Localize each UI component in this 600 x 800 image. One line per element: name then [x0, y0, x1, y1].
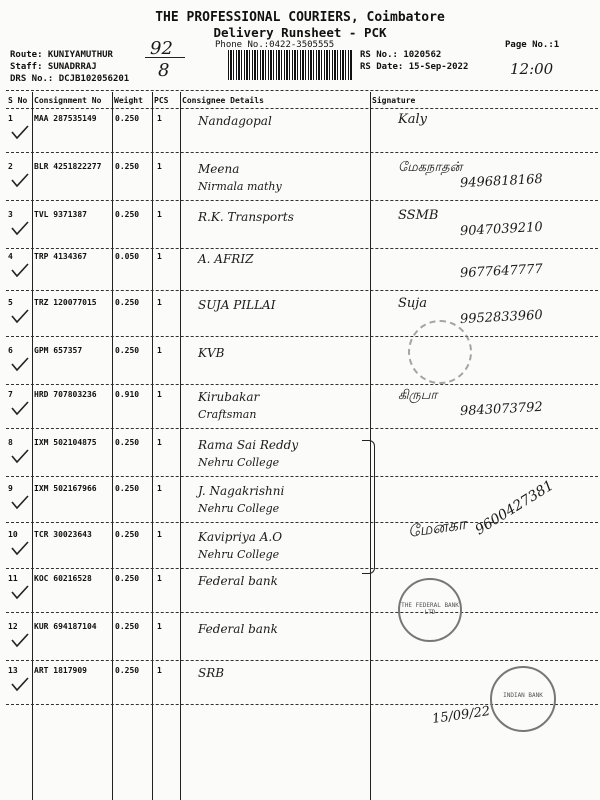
consignment-number: IXM 502167966 — [34, 484, 97, 493]
group-bracket — [362, 440, 375, 574]
check-mark-icon — [10, 494, 30, 510]
row-separator — [6, 200, 598, 201]
consignment-number: HRD 707803236 — [34, 390, 97, 399]
signature-text: Kaly — [398, 112, 427, 127]
weight-value: 0.250 — [115, 574, 140, 583]
consignee-name: A. AFRIZ — [198, 252, 254, 266]
weight-value: 0.250 — [115, 114, 140, 123]
col-signature: Signature — [372, 96, 416, 105]
col-sno: S No — [8, 96, 28, 105]
consignee-name: J. Nagakrishni — [198, 484, 285, 498]
staff-label: Staff: SUNADRRAJ — [10, 62, 97, 72]
consignment-number: MAA 287535149 — [34, 114, 97, 123]
drs-number: DRS No.: DCJB102056201 — [10, 74, 130, 84]
consignee-name: Federal bank — [198, 622, 278, 636]
consignee-detail: Nirmala mathy — [198, 180, 282, 193]
signature-text: Suja — [398, 296, 428, 311]
receiver-phone: 9496818168 — [459, 171, 544, 192]
pcs-value: 1 — [157, 390, 162, 399]
group-signature: மேனகா — [406, 514, 468, 541]
pcs-value: 1 — [157, 210, 162, 219]
receiver-phone: 9952833960 — [459, 307, 544, 328]
consignee-name: Kavipriya A.O — [198, 530, 283, 544]
weight-value: 0.250 — [115, 162, 140, 171]
consignment-number: IXM 502104875 — [34, 438, 97, 447]
weight-value: 0.250 — [115, 666, 140, 675]
consignment-number: ART 1817909 — [34, 666, 87, 675]
weight-value: 0.250 — [115, 484, 140, 493]
col-consignment: Consignment No — [34, 96, 102, 105]
table-row — [0, 248, 600, 292]
check-mark-icon — [10, 448, 30, 464]
table-row — [0, 526, 600, 570]
table-row — [0, 386, 600, 430]
check-mark-icon — [10, 356, 30, 372]
pcs-value: 1 — [157, 622, 162, 631]
consignee-name: Rama Sai Reddy — [198, 438, 299, 452]
table-row — [0, 570, 600, 614]
row-sno: 6 — [8, 346, 13, 355]
consignment-number: TCR 30023643 — [34, 530, 92, 539]
group-phone: 9600427381 — [472, 477, 557, 539]
federal-bank-stamp — [398, 578, 462, 642]
rs-number: RS No.: 1020562 — [360, 50, 442, 60]
col-consignee-details: Consignee Details — [182, 96, 264, 105]
row-sno: 13 — [8, 666, 18, 675]
pcs-value: 1 — [157, 438, 162, 447]
pcs-value: 1 — [157, 162, 162, 171]
row-separator — [6, 522, 598, 523]
col-weight: Weight — [114, 96, 143, 105]
handwritten-time: 12:00 — [510, 60, 554, 78]
row-sno: 2 — [8, 162, 13, 171]
pcs-value: 1 — [157, 484, 162, 493]
indian-bank-stamp — [490, 666, 556, 732]
table-row — [0, 618, 600, 662]
receiver-phone: 9843073792 — [459, 399, 544, 420]
row-separator — [6, 476, 598, 477]
pcs-value: 1 — [157, 666, 162, 675]
consignee-detail: Nehru College — [198, 502, 280, 515]
consignee-name: Federal bank — [198, 574, 278, 588]
row-sno: 4 — [8, 252, 13, 261]
check-mark-icon — [10, 400, 30, 416]
pcs-value: 1 — [157, 346, 162, 355]
row-separator — [6, 660, 598, 661]
handwritten-date: 15/09/22 — [431, 704, 492, 727]
table-row — [0, 342, 600, 386]
faded-seal — [408, 320, 472, 384]
check-mark-icon — [10, 308, 30, 324]
row-sno: 10 — [8, 530, 18, 539]
consignment-number: TRP 4134367 — [34, 252, 87, 261]
pcs-value: 1 — [157, 298, 162, 307]
table-row — [0, 110, 600, 154]
weight-value: 0.050 — [115, 252, 140, 261]
row-separator — [6, 428, 598, 429]
row-sno: 5 — [8, 298, 13, 307]
consignee-detail: Nehru College — [198, 456, 280, 469]
col-pcs: PCS — [154, 96, 169, 105]
table-row — [0, 434, 600, 478]
consignee-detail: Craftsman — [198, 408, 257, 421]
table-row — [0, 206, 600, 250]
weight-value: 0.250 — [115, 438, 140, 447]
stamp-text: INDIAN BANK — [503, 692, 543, 699]
check-mark-icon — [10, 262, 30, 278]
page-number: Page No.:1 — [505, 40, 560, 50]
receiver-phone: 9677647777 — [459, 261, 544, 282]
weight-value: 0.250 — [115, 298, 140, 307]
consignee-name: Nandagopal — [198, 114, 272, 128]
weight-value: 0.250 — [115, 210, 140, 219]
row-separator — [6, 568, 598, 569]
row-sno: 1 — [8, 114, 13, 123]
document-title: THE PROFESSIONAL COURIERS, Coimbatore — [155, 10, 445, 25]
stamp-text: THE FEDERAL BANK LTD — [401, 602, 459, 616]
header-rule-bottom — [6, 108, 598, 109]
fraction-line — [145, 57, 185, 58]
receiver-phone: 9047039210 — [459, 219, 544, 240]
signature-text: SSMB — [398, 208, 439, 223]
consignment-number: TVL 9371387 — [34, 210, 87, 219]
row-separator — [6, 290, 598, 291]
row-separator — [6, 336, 598, 337]
row-separator — [6, 384, 598, 385]
consignee-name: KVB — [198, 346, 225, 360]
pcs-value: 1 — [157, 530, 162, 539]
row-sno: 9 — [8, 484, 13, 493]
consignee-name: Kirubakar — [198, 390, 260, 404]
table-row — [0, 294, 600, 338]
consignment-number: KUR 694187104 — [34, 622, 97, 631]
consignee-name: Meena — [198, 162, 240, 176]
signature-text: மேகநாதன் — [398, 160, 463, 175]
consignee-name: R.K. Transports — [198, 210, 294, 224]
check-mark-icon — [10, 220, 30, 236]
handwritten-count-denominator: 8 — [158, 60, 170, 81]
row-separator — [6, 612, 598, 613]
row-sno: 8 — [8, 438, 13, 447]
consignee-name: SUJA PILLAI — [198, 298, 276, 312]
consignment-number: KOC 60216528 — [34, 574, 92, 583]
consignee-detail: Nehru College — [198, 548, 280, 561]
barcode — [228, 50, 352, 80]
rs-date: RS Date: 15-Sep-2022 — [360, 62, 469, 72]
check-mark-icon — [10, 676, 30, 692]
consignment-number: BLR 4251822277 — [34, 162, 102, 171]
header-rule-top — [6, 90, 598, 91]
weight-value: 0.250 — [115, 346, 140, 355]
row-separator — [6, 152, 598, 153]
check-mark-icon — [10, 124, 30, 140]
check-mark-icon — [10, 172, 30, 188]
row-sno: 11 — [8, 574, 18, 583]
pcs-value: 1 — [157, 114, 162, 123]
weight-value: 0.250 — [115, 622, 140, 631]
pcs-value: 1 — [157, 574, 162, 583]
row-sno: 3 — [8, 210, 13, 219]
signature-text: கிருபா — [398, 388, 438, 403]
row-sno: 12 — [8, 622, 18, 631]
consignment-number: GPM 657357 — [34, 346, 83, 355]
consignment-number: TRZ 120077015 — [34, 298, 97, 307]
check-mark-icon — [10, 632, 30, 648]
weight-value: 0.250 — [115, 530, 140, 539]
route-label: Route: KUNIYAMUTHUR — [10, 50, 113, 60]
pcs-value: 1 — [157, 252, 162, 261]
check-mark-icon — [10, 540, 30, 556]
phone-number: Phone No.:0422-3505555 — [215, 40, 335, 50]
table-row — [0, 158, 600, 202]
consignee-name: SRB — [198, 666, 225, 680]
check-mark-icon — [10, 584, 30, 600]
document-subtitle: Delivery Runsheet - PCK — [213, 25, 387, 40]
row-sno: 7 — [8, 390, 13, 399]
weight-value: 0.910 — [115, 390, 140, 399]
handwritten-count: 92 — [150, 38, 173, 59]
